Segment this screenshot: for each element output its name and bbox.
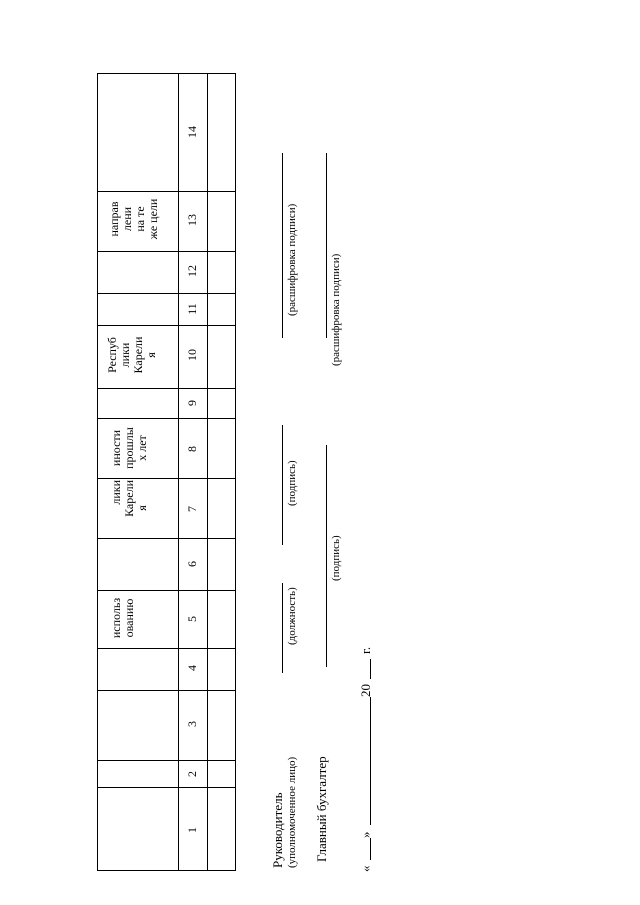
col-sep: [97, 251, 236, 252]
table-header-bottom-line: [178, 73, 179, 871]
header-line: Карели: [131, 336, 145, 374]
decode-line: [282, 153, 283, 338]
col-number-10: 10: [185, 349, 199, 361]
date-open-quote: «: [358, 865, 373, 872]
header-col-8: [110, 419, 149, 477]
header-col-7: [110, 480, 149, 536]
header-line: же цели: [146, 198, 160, 240]
col-sep: [97, 760, 236, 761]
col-number-4: 4: [185, 665, 199, 671]
table-border-right: [235, 73, 236, 871]
date-year-prefix: 20: [358, 684, 373, 697]
col-number-5: 5: [185, 616, 199, 622]
col-number-6: 6: [185, 561, 199, 567]
accountant-signature-caption: (подпись): [330, 535, 342, 581]
col-sep: [97, 787, 236, 788]
signature-caption: (подпись): [286, 460, 298, 506]
header-line: иности: [109, 429, 123, 467]
col-sep: [97, 648, 236, 649]
header-line: на те: [133, 206, 147, 232]
col-number-13: 13: [185, 214, 199, 226]
accountant-decode-line: [326, 153, 327, 338]
signature-line: [282, 425, 283, 545]
date-year-line: [370, 659, 371, 679]
date-month-line: [370, 697, 371, 825]
col-number-8: 8: [185, 446, 199, 452]
col-sep: [97, 538, 236, 539]
header-col-13: [108, 191, 160, 247]
accountant-signature-line: [326, 445, 327, 667]
header-col-5: [110, 590, 136, 646]
col-number-3: 3: [185, 721, 199, 727]
header-line: Респуб: [105, 337, 119, 373]
col-number-1: 1: [185, 827, 199, 833]
col-number-12: 12: [185, 265, 199, 277]
accountant-decode-caption: (расшифровка подписи): [330, 253, 342, 366]
date-close-quote: »: [358, 831, 373, 838]
head-label: Руководитель: [270, 792, 285, 868]
header-line: я: [135, 505, 149, 511]
header-line: ованию: [122, 598, 136, 638]
header-line: лики: [109, 480, 123, 505]
header-line: направ: [107, 201, 121, 237]
date-day-line: [370, 838, 371, 860]
table-border-left: [97, 73, 98, 871]
position-caption: (должность): [286, 587, 298, 645]
col-number-9: 9: [185, 400, 199, 406]
header-line: лени: [120, 206, 134, 232]
position-line: [282, 583, 283, 673]
header-col-10: [106, 326, 158, 384]
col-number-7: 7: [185, 506, 199, 512]
header-line: лики: [118, 342, 132, 368]
table-border-top: [97, 73, 236, 74]
chief-accountant-label: Главный бухгалтер: [314, 756, 329, 862]
col-number-14: 14: [185, 126, 199, 138]
col-number-2: 2: [185, 771, 199, 777]
header-line: я: [144, 352, 158, 358]
header-line: использ: [109, 597, 123, 639]
header-line: Карели: [122, 480, 136, 517]
col-sep: [97, 478, 236, 479]
col-sep: [97, 388, 236, 389]
date-suffix: г.: [358, 646, 373, 654]
col-number-11: 11: [185, 303, 199, 315]
header-line: прошлы: [122, 427, 136, 469]
decode-caption: (расшифровка подписи): [286, 203, 298, 316]
table-border-bottom: [97, 870, 236, 871]
table-number-row-line: [207, 73, 208, 871]
col-sep: [97, 293, 236, 294]
header-line: х лет: [135, 435, 149, 461]
head-sublabel: (уполномоченное лицо): [286, 756, 298, 868]
col-sep: [97, 690, 236, 691]
